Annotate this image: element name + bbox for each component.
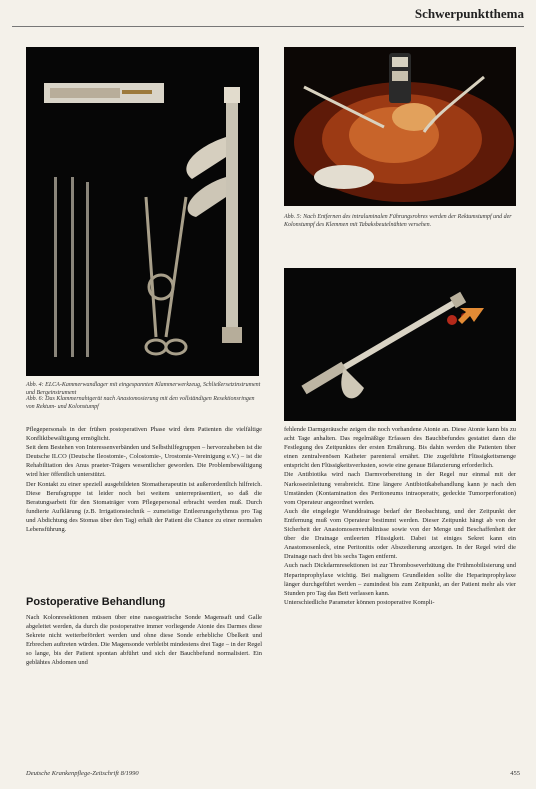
page-number: 455 bbox=[510, 770, 520, 777]
figure-5-caption: Abb. 5: Nach Entfernen des intraluminalen Führungsrohres werden der Rektumstumpf und der Kolonstumpf des Klemmen mit Tabaksbeutelnähten versehen. bbox=[284, 214, 512, 228]
figure-4-photo bbox=[26, 47, 259, 376]
header-divider bbox=[12, 26, 524, 27]
journal-footer: Deutsche Krankenpflege-Zeitschrift 8/1990 bbox=[26, 770, 139, 777]
paragraph: Auch nach Dickdarmresektionen ist zur Thromboseverhütung die Frühmobilisierung und Heparinprophylaxe wichtig. Bei malignem Grundleiden sollte die Heparinprophylaxe länger durchgeführt werden – zumindest bis zum Zeitpunkt, an der Patient mehr als vier Stunden pro Tag das Bett verlassen kann. bbox=[284, 562, 516, 597]
section-heading: Postoperative Behandlung bbox=[26, 596, 166, 608]
paragraph: Seit dem Bestehen von Interessenverbänden und Selbsthilfegruppen – hervorzuheben ist die Deutsche ILCO (Deutsche Ileostomie-, Colostomie-, Urostomie-Vereinigung e.V.) – ist die Rehabilitation des Anus praeter-Trägers wesentlicher geworden. Die Problembewältigung wird hier öffentlich unterstützt. bbox=[26, 444, 262, 479]
left-column-text-continued bbox=[26, 613, 262, 668]
left-column-text bbox=[26, 425, 262, 534]
right-column-text bbox=[284, 425, 516, 607]
figure-6-photo bbox=[284, 268, 516, 421]
figure-4-caption: Abb. 4: ELCA-Kammerwandlager mit eingespannten Klammerwerkzeug, Schließersetzinstrument und Bergeinstrument bbox=[26, 382, 261, 396]
paragraph: Auch die eingelegte Wunddrainage bedarf der Beobachtung, und der Zeitpunkt der Entfernung muß vom Operateur bestimmt werden. Dieser Zeitpunkt hängt ab von der Sicherheit der Anastomosenverhältnisse sowie von der Menge und Beschaffenheit der über die Drainage entleerten Flüssigkeit. Dabei ist einiges Sekret kann ein Anastomosenleck, eine Peritonitis oder Abszedierung anzeigen. In der Regel wird die Drainage nach drei bis sechs Tagen entfernt. bbox=[284, 507, 516, 561]
section-title: Schwerpunktthema bbox=[414, 6, 524, 21]
paragraph: Der Kontakt zu einer speziell ausgebildeten Stomatherapeutin ist außerordentlich hilfreich. Diese Berufsgruppe ist leider noch bei weitem unterrepräsentiert, so daß die Beratungsarbeit für den Stomaträger vom Pflegepersonal erbracht werden muß. Durch fundierte Aufklärung (z.B. Irrigationstechnik – zumeistige Entleerungsrhythmus pro Tag und Abdichtung des Stomas über den Tag) erhält der Patient die Chance zu einer normalen Lebensführung. bbox=[26, 480, 262, 534]
paragraph: Pflegepersonals in der frühen postoperativen Phase wird dem Patienten die vielfältige Konfliktbewältigung ermöglicht. bbox=[26, 426, 262, 443]
paragraph: fehlende Darmgeräusche zeigen die noch vorhandene Atonie an. Diese Atonie kann bis zu acht Tage anhalten. Das regelmäßige Erfassen des Bauchbefundes gestattet dann die Festlegung des Zeitpunktes der ersten Ernährung. Bis dahin werden die Patienten über einen zentralvenösen Katheter parenteral ernährt. Die zugeführte Flüssigkeitsmenge entspricht den Flüssigkeitsverlusten, sowie eine genaue Bilanzierung erforderlich. bbox=[284, 426, 516, 470]
paragraph: Unterschiedliche Parameter können postoperative Kompli- bbox=[284, 598, 435, 606]
paragraph: Die Antibiotika wird nach Darmvorbereitung in der Regel nur einmal mit der Narkoseeinleitung verabreicht. Eine längere Antibiotikabehandlung kann je nach den Umständen (Kontamination des Peritoneums intraoperativ, gedeckte Tumorperforation) vom Operateur angeordnet werden. bbox=[284, 471, 516, 506]
paragraph: Nach Kolonresektionen müssen über eine nasogastrische Sonde Magensaft und Galle abgeleitet werden, da durch die postoperative immer vorliegende Atonie des Darmes diese Sekrete nicht weiterbefördert werden und ohne diese Sonde erhebliche Übelkeit und Erbrechen auftreten würden. Die Magensonde verbleibt mindestens drei Tage – in der Regel so lange, bis der Patient spontan abführt und sich der Bauchbefund normalisiert. Ein geblähtes Abdomen und bbox=[26, 614, 262, 667]
figure-5-photo bbox=[284, 47, 516, 206]
figure-6-caption: Abb. 6: Das Klammernahtgerät nach Anastomosierung mit den vollständigen Resektionsringen von Rektum- und Kolonstumpf bbox=[26, 396, 255, 410]
